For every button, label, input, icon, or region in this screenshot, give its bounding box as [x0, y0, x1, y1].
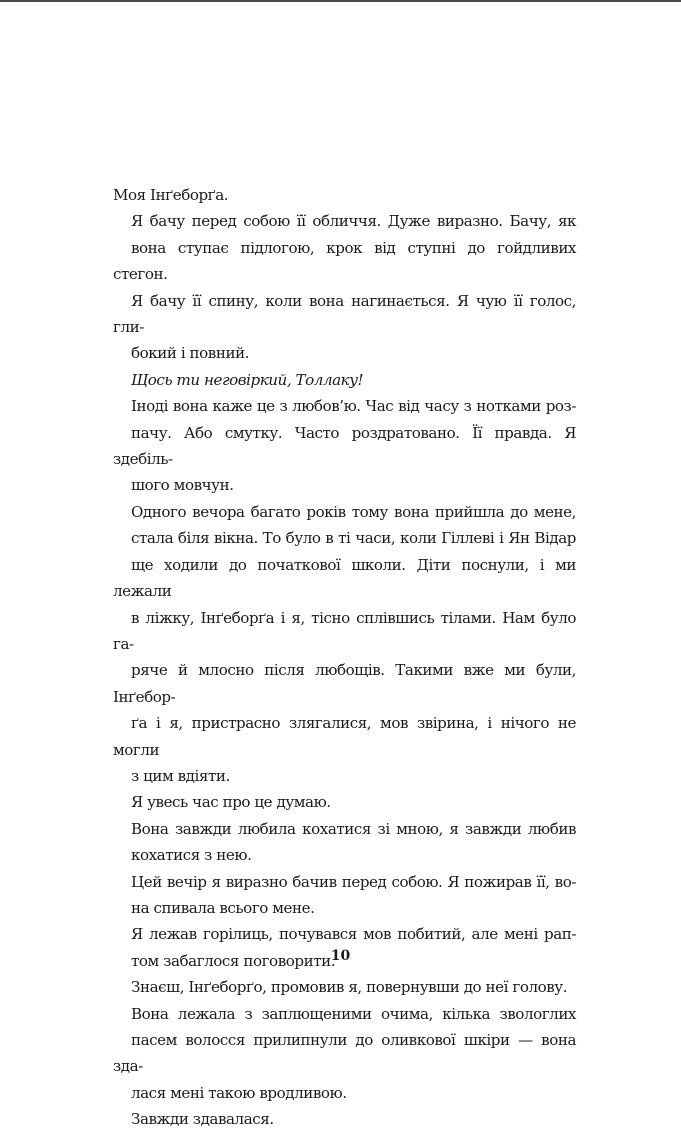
text-paragraph — [113, 789, 576, 815]
text-line: Я бачу її спину, коли вона нагинається. Я чую її голос, гли- — [113, 291, 576, 337]
text-line: Вона лежала з заплющеними очима, кілька звологлих — [131, 1004, 576, 1023]
page-top-border — [0, 0, 681, 2]
text-line: ґа і я, пристрасно злягалися, мов звірина, і нічого не могли — [113, 714, 576, 759]
text-paragraph — [113, 974, 576, 1000]
text-line: ряче й млосно після любощів. Такими вже ми були, Інґебор- — [113, 661, 576, 706]
text-line: Вона завжди любила кохатися зі мною, я завжди любив — [131, 819, 576, 838]
page-body-text — [113, 182, 576, 1133]
text-paragraph — [113, 393, 576, 499]
text-line: Щось ти неговіркий, Толлаку! — [131, 370, 364, 389]
text-line: кохатися з нею. — [131, 846, 252, 865]
text-line: Іноді вона каже це з любов’ю. Час від часу з нотками роз- — [131, 397, 576, 416]
text-paragraph — [113, 499, 576, 789]
text-line: Завжди здавалася. — [131, 1110, 274, 1129]
text-line: Я увесь час про це думаю. — [131, 793, 331, 812]
text-line: бокий і повний. — [131, 344, 250, 363]
text-line: Моя Інґеборґа. — [113, 186, 229, 204]
text-line: вона ступає підлогою, крок від ступні до гойдливих стегон. — [113, 238, 576, 284]
text-line: на спивала всього мене. — [131, 898, 315, 917]
text-line: пасем волосся прилипнули до оливкової шкіри — вона зда- — [113, 1031, 576, 1076]
text-line: том забаглося поговорити. — [131, 951, 336, 970]
text-line: стала біля вікна. То було в ті часи, коли Гіллеві і Ян Відар — [131, 529, 576, 548]
text-paragraph — [113, 1001, 576, 1107]
text-line: Я лежав горілиць, почувався мов побитий, але мені рап- — [131, 925, 576, 944]
text-line: Одного вечора багато років тому вона прийшла до мене, — [131, 502, 576, 521]
text-paragraph — [113, 869, 576, 922]
text-line: з цим вдіяти. — [131, 766, 230, 785]
text-heading — [113, 182, 576, 208]
text-line: ще ходили до початкової школи. Діти поснули, і ми лежали — [113, 555, 576, 601]
text-line: лася мені такою вродливою. — [131, 1083, 347, 1102]
page-number: 10 — [330, 948, 351, 964]
text-line: Я бачу перед собою її обличчя. Дуже виразно. Бачу, як — [131, 212, 576, 231]
text-line: в ліжку, Інґеборґа і я, тісно сплівшись тілами. Нам було га- — [113, 608, 576, 653]
text-line: пачу. Або смутку. Часто роздратовано. Її правда. Я здебіль- — [113, 423, 576, 469]
text-paragraph — [113, 367, 576, 393]
text-line: Цей вечір я виразно бачив перед собою. Я пожирав її, во- — [131, 872, 576, 891]
text-paragraph — [113, 816, 576, 869]
text-line: Знаєш, Інґеборґо, промовив я, повернувши до неї голову. — [131, 978, 568, 997]
text-line: шого мовчун. — [131, 476, 234, 495]
text-paragraph — [113, 208, 576, 366]
text-paragraph — [113, 1106, 576, 1132]
